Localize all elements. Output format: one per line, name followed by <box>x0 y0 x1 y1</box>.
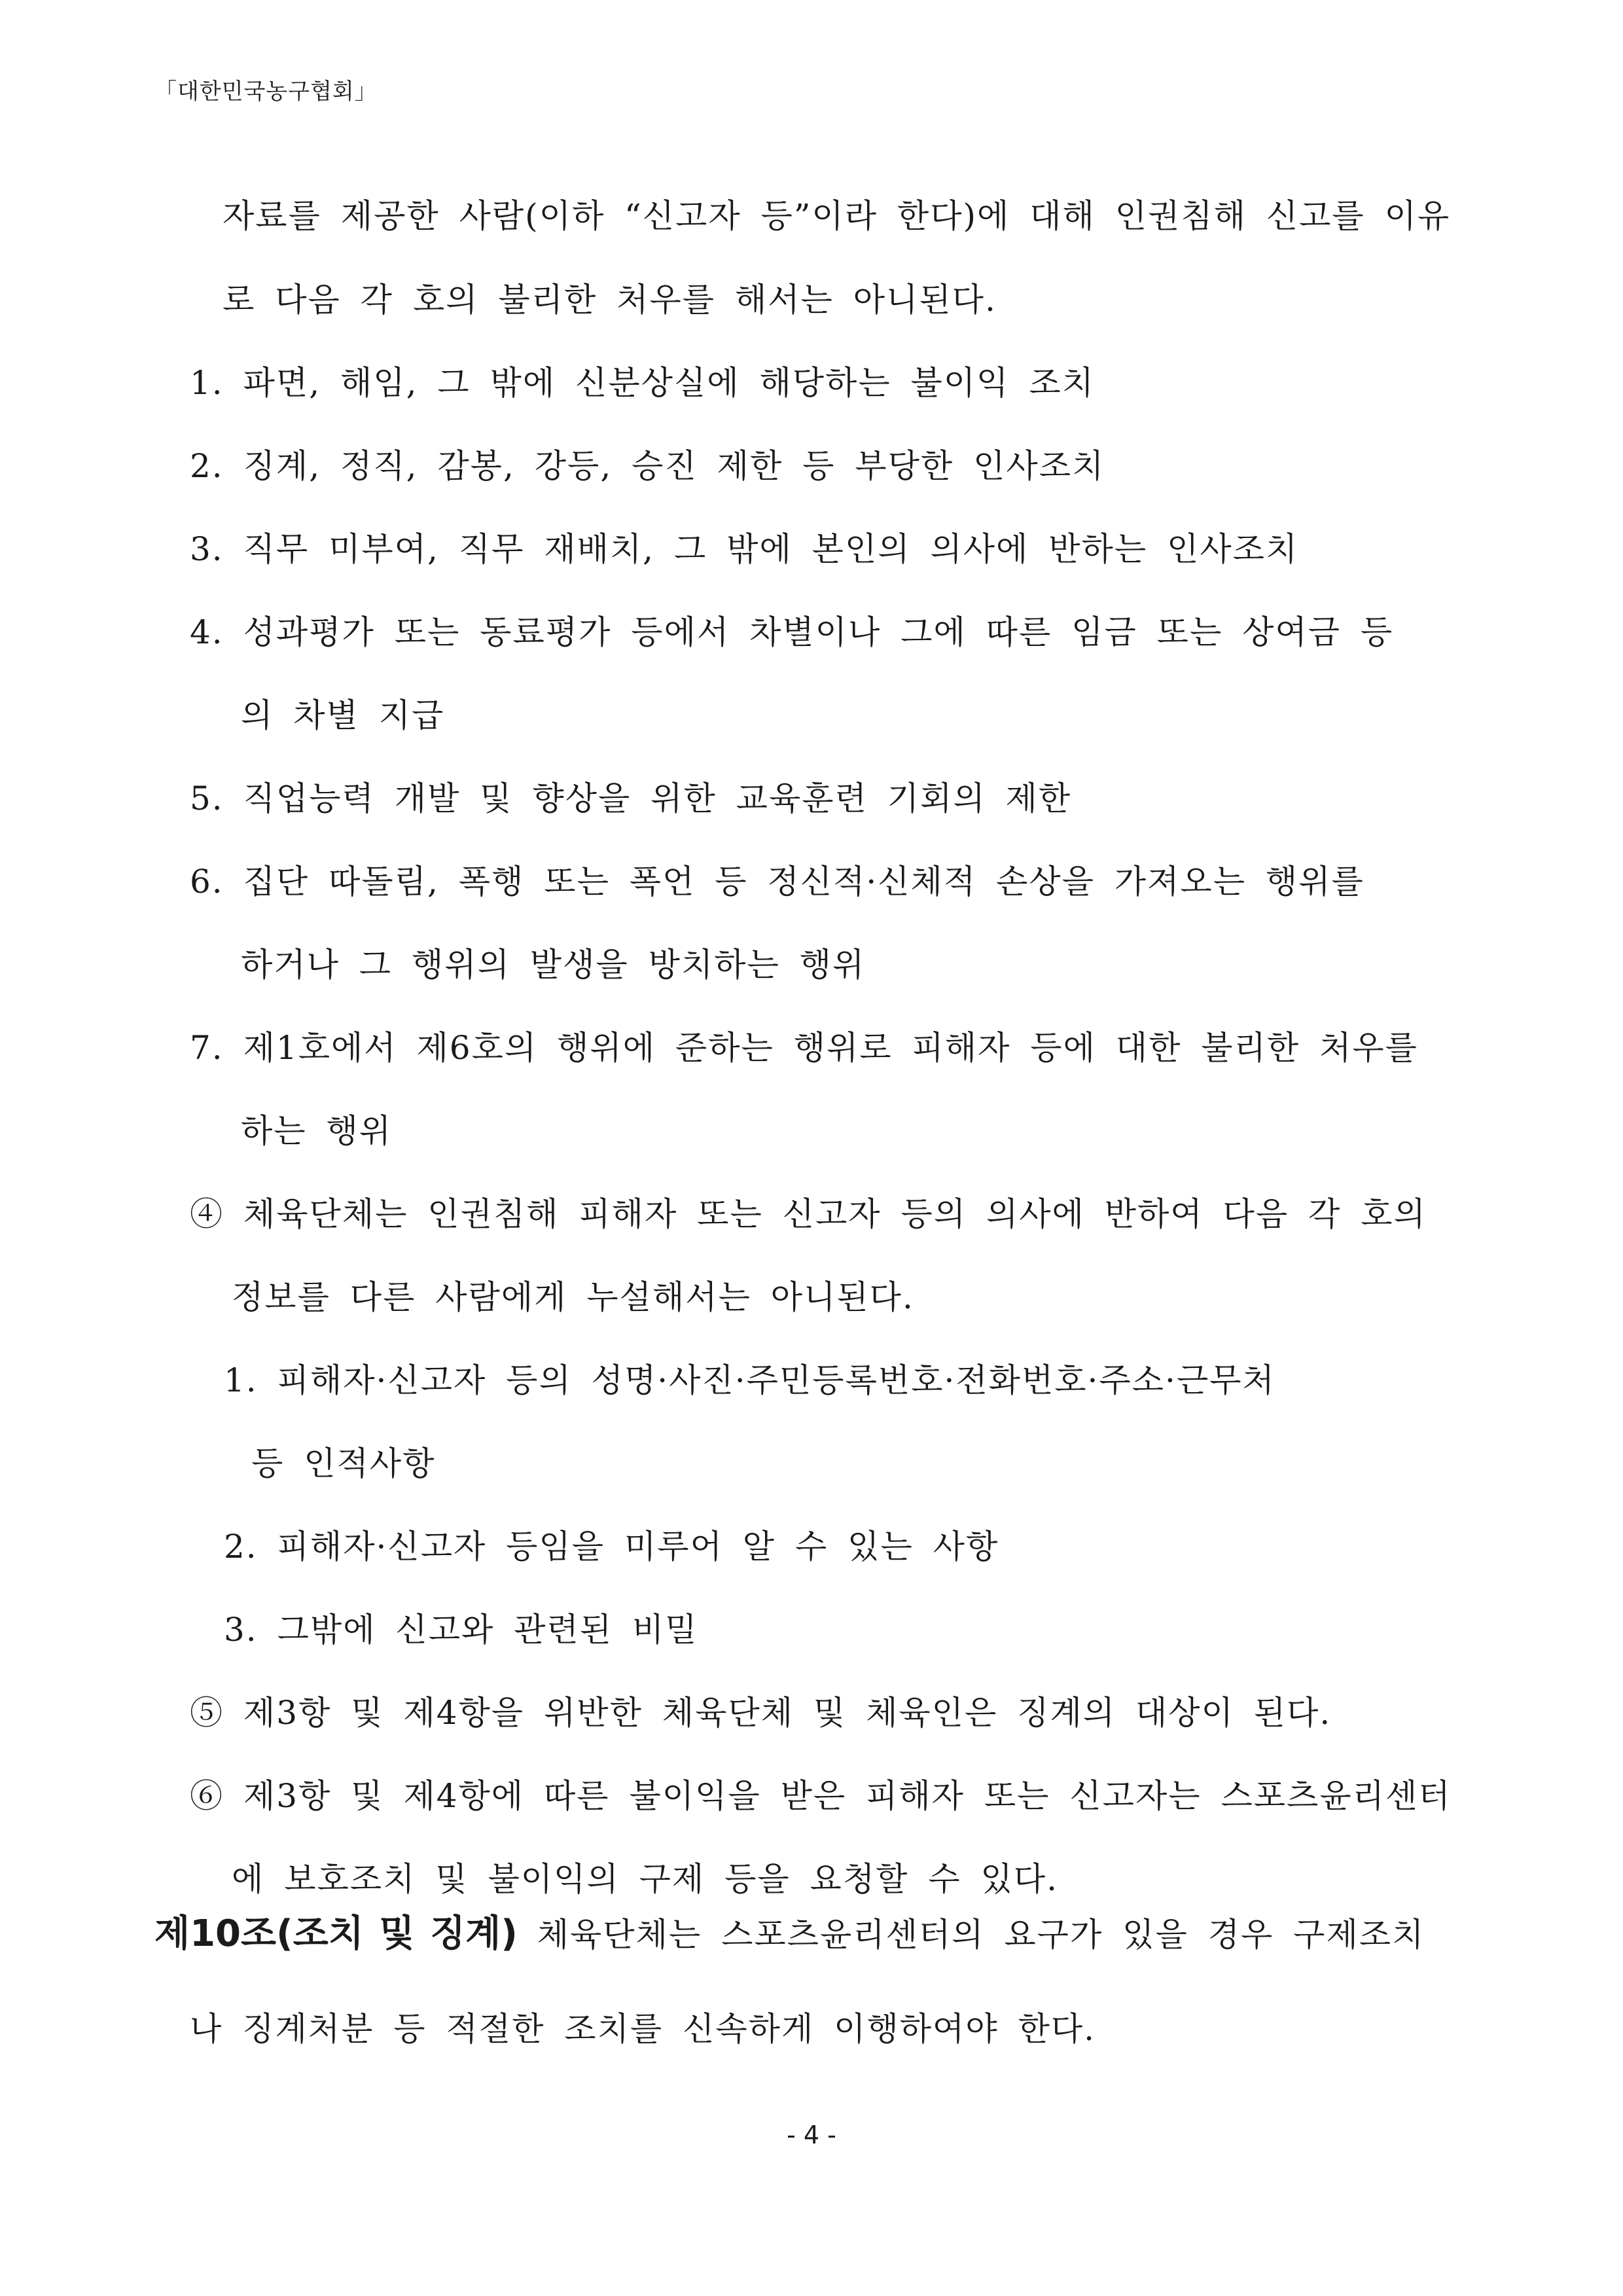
clause-paragraph: ④ 체육단체는 인권침해 피해자 또는 신고자 등의 의사에 반하여 다음 각 호의 <box>190 1195 1427 1233</box>
list-item: 4. 성과평가 또는 동료평가 등에서 차별이나 그에 따른 임금 또는 상여금 등 <box>190 613 1394 651</box>
list-item: 3. 직무 미부여, 직무 재배치, 그 밖에 본인의 의사에 반하는 인사조치 <box>190 530 1299 568</box>
list-item: 6. 집단 따돌림, 폭행 또는 폭언 등 정신적·신체적 손상을 가져오는 행위를 <box>190 863 1364 901</box>
article-10 <box>154 1905 1425 1957</box>
list-item-continuation: 의 차별 지급 <box>241 696 445 734</box>
sub-list-item: 1. 피해자·신고자 등의 성명·사진·주민등록번호·전화번호·주소·근무처 <box>224 1361 1275 1399</box>
list-item: 7. 제1호에서 제6호의 행위에 준하는 행위로 피해자 등에 대한 불리한 처우를 <box>190 1029 1418 1067</box>
document-header: 「대한민국농구협회」 <box>154 79 378 105</box>
sub-list-item: 2. 피해자·신고자 등임을 미루어 알 수 있는 사항 <box>224 1528 999 1566</box>
clause-continuation: 정보를 다른 사람에게 누설해서는 아니된다. <box>232 1278 914 1316</box>
article-continuation: 나 징계처분 등 적절한 조치를 신속하게 이행하여야 한다. <box>190 2010 1096 2048</box>
page-number: - 4 - <box>787 2121 836 2149</box>
clause-paragraph: ⑥ 제3항 및 제4항에 따른 불이익을 받은 피해자 또는 신고자는 스포츠윤리센터 <box>190 1777 1452 1815</box>
list-item-continuation: 하는 행위 <box>241 1112 393 1150</box>
list-item: 2. 징계, 정직, 감봉, 강등, 승진 제한 등 부당한 인사조치 <box>190 447 1105 485</box>
list-item: 1. 파면, 해임, 그 밖에 신분상실에 해당하는 불이익 조치 <box>190 364 1095 402</box>
list-item-continuation: 하거나 그 행위의 발생을 방치하는 행위 <box>241 946 866 984</box>
sub-list-item: 3. 그밖에 신고와 관련된 비밀 <box>224 1611 698 1649</box>
paragraph-line: 로 다음 각 호의 불리한 처우를 해서는 아니된다. <box>223 281 997 319</box>
paragraph-line: 자료를 제공한 사람(이하 “신고자 등”이라 한다)에 대해 인권침해 신고를 이유 <box>223 197 1451 235</box>
sub-list-item-continuation: 등 인적사항 <box>251 1444 436 1482</box>
clause-continuation: 에 보호조치 및 불이익의 구제 등을 요청할 수 있다. <box>232 1860 1059 1898</box>
article-title: 제10조(조치 및 징계) <box>154 1912 518 1955</box>
article-text: 체육단체는 스포츠윤리센터의 요구가 있을 경우 구제조치 <box>517 1916 1425 1954</box>
list-item: 5. 직업능력 개발 및 향상을 위한 교육훈련 기회의 제한 <box>190 780 1072 817</box>
clause-paragraph: ⑤ 제3항 및 제4항을 위반한 체육단체 및 체육인은 징계의 대상이 된다. <box>190 1694 1332 1732</box>
